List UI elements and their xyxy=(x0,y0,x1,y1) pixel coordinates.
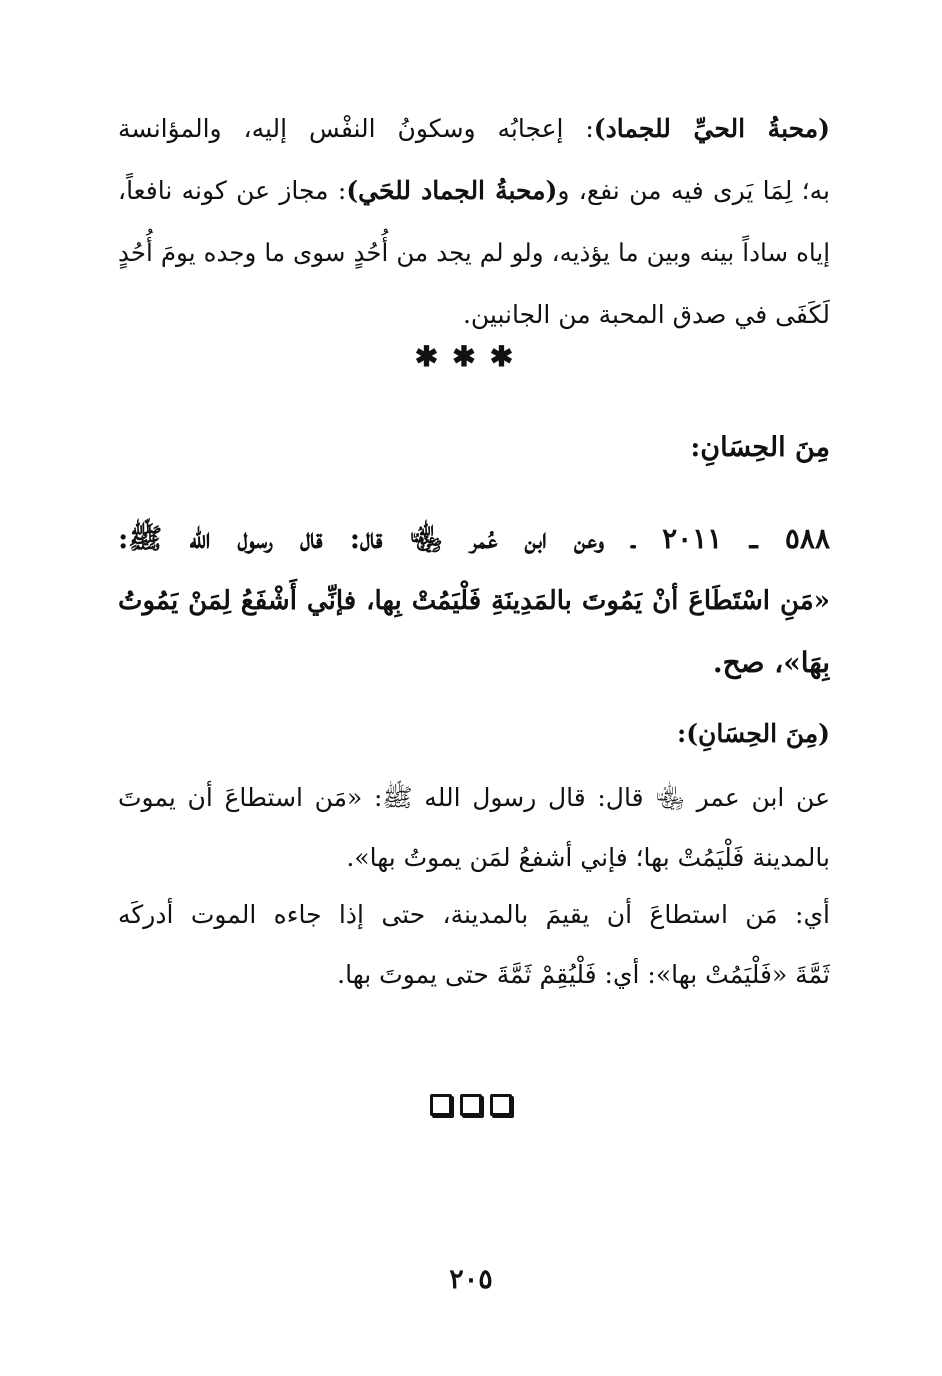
section-separator: ✱✱✱ xyxy=(414,340,528,373)
text-run: : مجاز عن كونه نافعاً، xyxy=(118,176,347,205)
text-run: : إعجابُه وسكونُ النفْس إليه، والمؤانسة xyxy=(118,114,594,143)
paragraph-line: أي: مَن استطاعَ أن يقيمَ بالمدينة، حتى إذا جاءه الموت أدركَه xyxy=(118,900,830,929)
paragraph-line: لَكَفَى في صدق المحبة من الجانبين. xyxy=(462,300,830,329)
hadith-line: ٥٨٨ ـ ٢٠١١ ـ وعن ابن عُمر ﵄ قال: قال رسول الله ﷺ: xyxy=(118,522,830,555)
commentary-paragraph xyxy=(118,885,830,1005)
bold-term: (محبةُ الحيِّ للجماد) xyxy=(593,114,830,143)
page-number: ٢٠٥ xyxy=(449,1264,493,1295)
commentary-paragraph xyxy=(118,98,830,346)
hadith-line: بِهَا»، صح. xyxy=(712,646,830,679)
square-ornament-icon xyxy=(460,1094,482,1116)
square-ornament-icon xyxy=(490,1094,512,1116)
bold-term: (محبةُ الجماد للحَي) xyxy=(346,176,558,205)
commentary-heading xyxy=(118,706,830,762)
heading-text: (مِنَ الحِسَانِ): xyxy=(677,719,830,748)
commentary-paragraph xyxy=(118,768,830,888)
heading-text: مِنَ الحِسَانِ: xyxy=(690,432,830,463)
paragraph-line xyxy=(118,160,830,222)
paragraph-line: إياه ساداً بينه وبين ما يؤذيه، ولو لم يجد من أُحُدٍ سوى ما وجده يومَ أُحُدٍ xyxy=(118,238,830,267)
section-heading xyxy=(118,420,830,476)
paragraph-line xyxy=(118,98,830,160)
text-run: به؛ لِمَا يَرى فيه من نفع، و xyxy=(557,176,830,205)
paragraph-line: بالمدينة فَلْيَمُتْ بها؛ فإني أشفعُ لمَن يموتُ بها». xyxy=(346,843,830,872)
chapter-end-marks xyxy=(0,1094,942,1116)
paragraph-line: عن ابن عمر ﵄ قال: قال رسول الله ﷺ: «مَن استطاعَ أن يموتَ xyxy=(118,783,830,812)
hadith-line: «مَنِ اسْتَطَاعَ أنْ يَمُوتَ بالمَدِينَةِ فَلْيَمُتْ بِها، فإنِّي أَشْفَعُ لِمَنْ يَمُوتُ xyxy=(118,586,830,616)
square-ornament-icon xyxy=(430,1094,452,1116)
hadith-text xyxy=(118,508,830,694)
paragraph-line: ثَمَّةَ «فَلْيَمُتْ بها»: أي: فَلْيُقِمْ ثَمَّةَ حتى يموتَ بها. xyxy=(337,960,830,989)
